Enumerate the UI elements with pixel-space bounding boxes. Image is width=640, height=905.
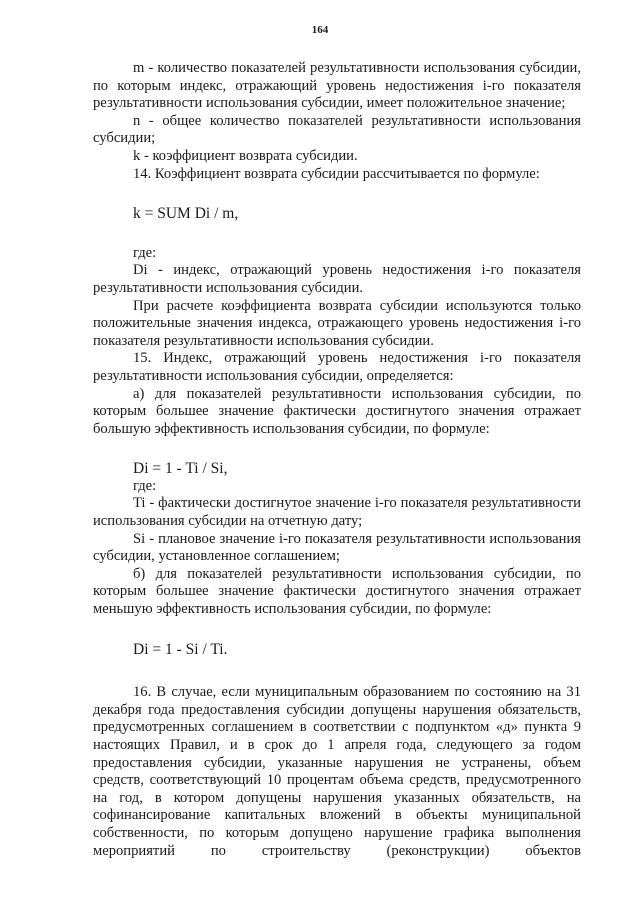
paragraph-m-definition: m - количество показателей результативности использования субсидии, по которым индекс, отражающий уровень недостижения i-го показателя результативности использования субсидии, имеет положительное значение; xyxy=(93,60,581,112)
paragraph-item-14: 14. Коэффициент возврата субсидии рассчитывается по формуле: xyxy=(133,165,540,182)
paragraph-case-b: б) для показателей результативности использования субсидии, по которым большее значение фактически достигнутого значения отражает меньшую эффективность использования субсидии, по формуле: xyxy=(93,565,581,618)
paragraph-di-definition: Di - индекс, отражающий уровень недостижения i-го показателя результативности использования субсидии. xyxy=(93,262,581,296)
where-label-1: где: xyxy=(133,244,157,261)
paragraph-si-definition: Si - плановое значение i-го показателя результативности использования субсидии, установленное соглашением; xyxy=(93,530,581,565)
formula-di-b: Di = 1 - Si / Ti. xyxy=(133,640,228,658)
formula-di-a: Di = 1 - Ti / Si, xyxy=(133,460,228,478)
paragraph-item-16: 16. В случае, если муниципальным образованием по состоянию на 31 декабря года предоставления субсидии допущены нарушения обязательств, предусмотренных соглашением в соответствии с подпунктом «д» пункта 9 настоящих Правил, и в срок до 1 апреля года, следующего за годом предоставления субсидии, указанные нарушения не устранены, объем средств, соответствующий 10 процентам объема средств, предусмотренного на год, в котором допущены нарушения указанных обязательств, на софинансирование капитальных вложений в объекты муниципальной собственности, по которым допущено нарушение графика выполнения мероприятий по строительству (реконструкции) объектов xyxy=(93,684,581,859)
where-label-2: где: xyxy=(133,477,157,494)
paragraph-n-definition: n - общее количество показателей результативности использования субсидии; xyxy=(93,112,581,147)
paragraph-positive-values: При расчете коэффициента возврата субсидии используются только положительные значения индекса, отражающего уровень недостижения i-го показателя результативности использования субсидии. xyxy=(93,297,581,349)
paragraph-item-15: 15. Индекс, отражающий уровень недостижения i-го показателя результативности использования субсидии, определяется: xyxy=(93,350,581,384)
paragraph-k-definition: k - коэффициент возврата субсидии. xyxy=(133,147,358,164)
document-body xyxy=(93,60,581,860)
paragraph-case-a: а) для показателей результативности использования субсидии, по которым большее значение фактически достигнутого значения отражает большую эффективность использования субсидии, по формуле: xyxy=(93,385,581,437)
page-number: 164 xyxy=(311,24,329,36)
formula-k: k = SUM Di / m, xyxy=(133,205,239,223)
paragraph-ti-definition: Ti - фактически достигнутое значение i-го показателя результативности использования субсидии на отчетную дату; xyxy=(93,495,581,530)
